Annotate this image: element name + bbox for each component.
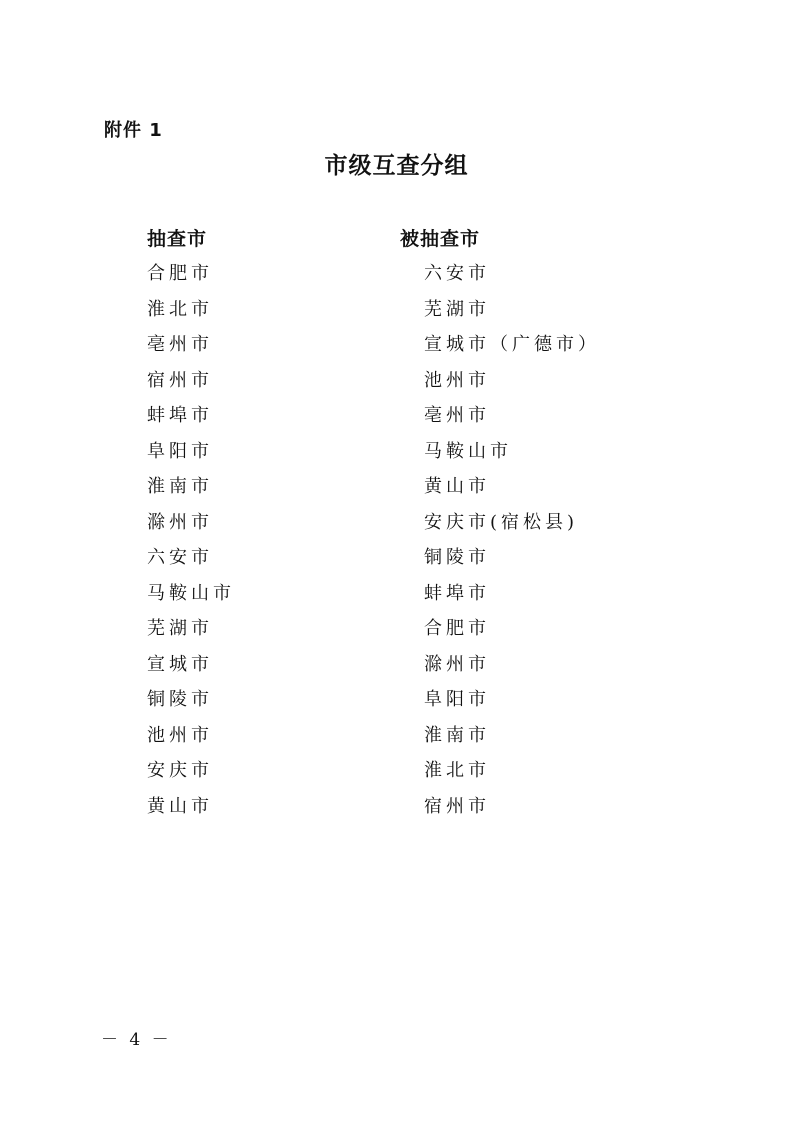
list-item: 滁州市 (147, 511, 213, 533)
list-item: 淮南市 (424, 724, 490, 746)
list-item: 亳州市 (424, 405, 490, 426)
attachment-label: 附件 1 (104, 120, 163, 141)
list-item: 滁州市 (424, 653, 490, 675)
list-item: 安庆市 (147, 760, 213, 781)
list-item: 淮南市 (147, 476, 213, 497)
document-title: 市级互查分组 (324, 152, 469, 179)
list-item: 淮北市 (147, 298, 213, 320)
list-item: 蚌埠市 (424, 582, 490, 604)
list-item: 六安市 (147, 547, 213, 568)
page-number: － 4 － (101, 1030, 172, 1050)
list-item: 阜阳市 (147, 440, 213, 462)
list-item: 宣城市（广德市） (424, 334, 600, 355)
list-item: 宣城市 (147, 653, 213, 675)
list-item: 六安市 (424, 263, 490, 284)
list-item: 合肥市 (147, 263, 213, 284)
list-item: 马鞍山市 (424, 440, 512, 462)
list-item: 马鞍山市 (147, 582, 235, 604)
list-item: 宿州市 (424, 795, 490, 817)
list-item: 蚌埠市 (147, 405, 213, 426)
list-item: 铜陵市 (424, 547, 490, 568)
list-item: 芜湖市 (424, 298, 490, 320)
list-item: 安庆市(宿松县) (424, 511, 579, 533)
list-item: 亳州市 (147, 334, 213, 355)
list-item: 阜阳市 (424, 689, 490, 710)
list-item: 池州市 (424, 369, 490, 391)
list-item: 宿州市 (147, 369, 213, 391)
list-item: 合肥市 (424, 618, 490, 639)
list-item: 芜湖市 (147, 618, 213, 639)
column-header-inspected-city: 被抽查市 (400, 228, 481, 250)
inspected-city-list (424, 256, 600, 824)
column-header-inspecting-city: 抽查市 (147, 228, 208, 250)
list-item: 黄山市 (424, 476, 490, 497)
inspecting-city-list (147, 256, 235, 824)
list-item: 池州市 (147, 724, 213, 746)
list-item: 铜陵市 (147, 689, 213, 710)
list-item: 黄山市 (147, 795, 213, 817)
list-item: 淮北市 (424, 760, 490, 781)
